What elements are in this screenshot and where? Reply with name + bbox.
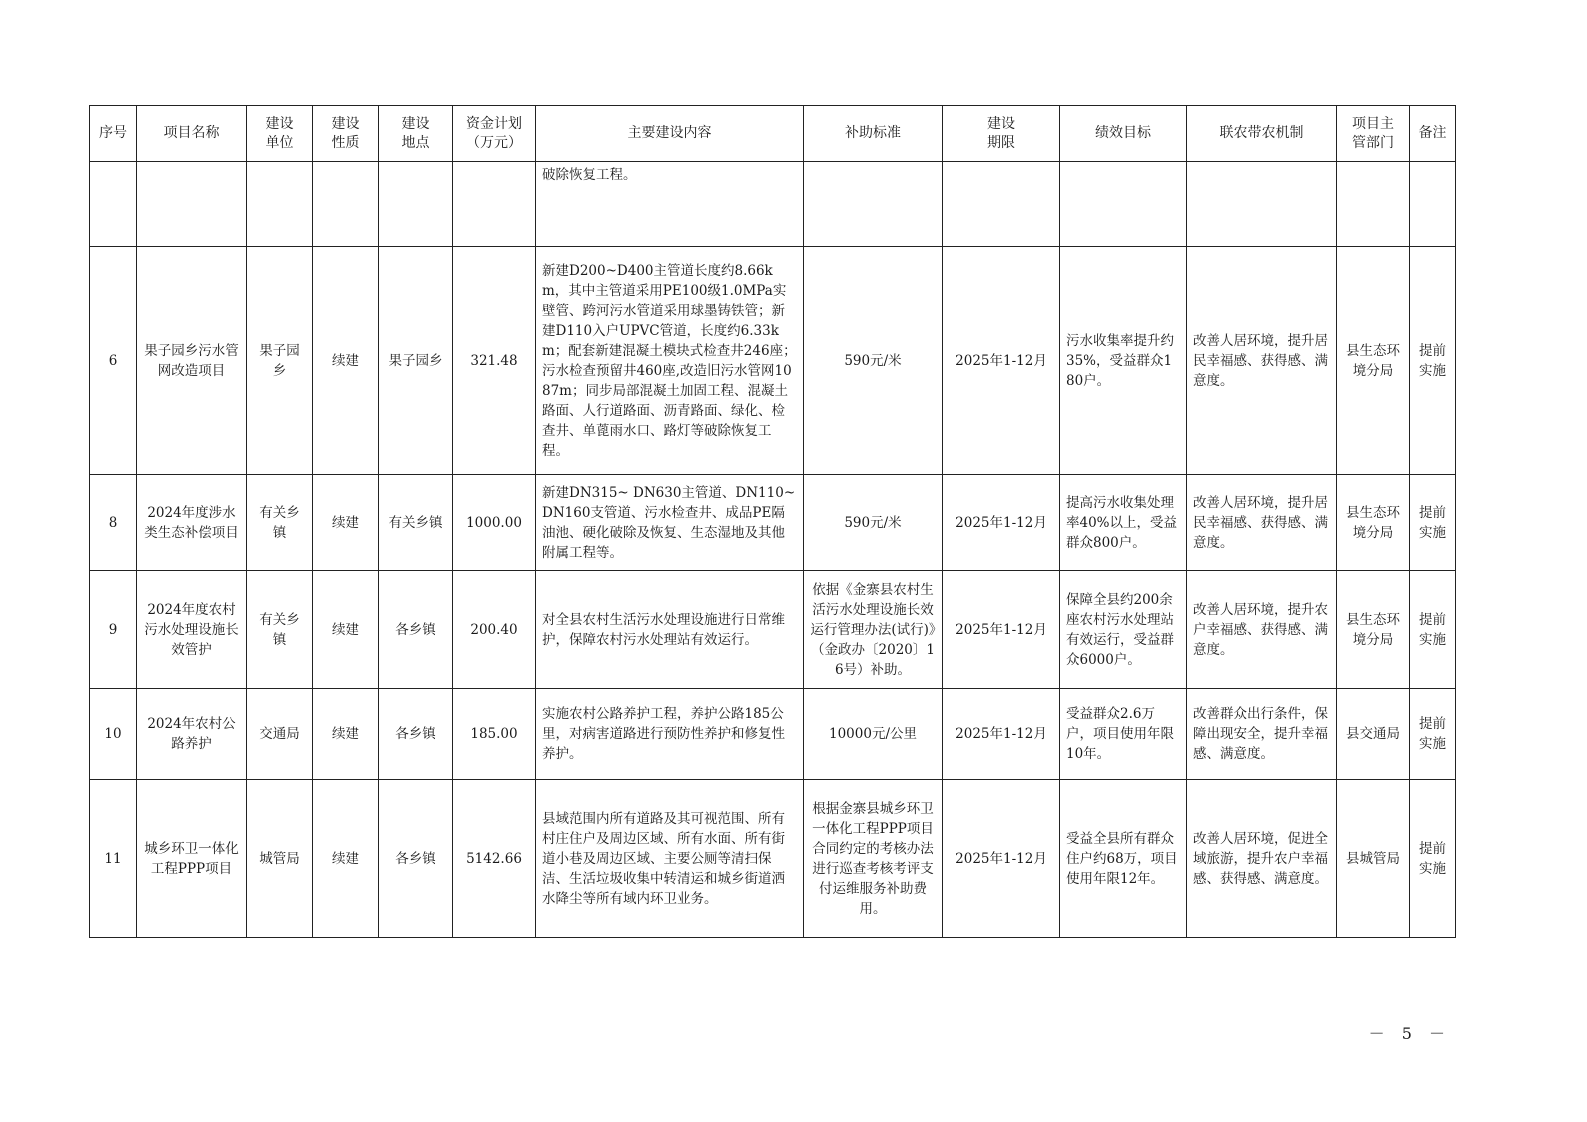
cell-mechanism: 改善人居环境，提升居民幸福感、获得感、满意度。 [1187, 475, 1337, 571]
project-table [89, 105, 1456, 938]
cell-name: 2024年度涉水类生态补偿项目 [137, 475, 247, 571]
header-name: 项目名称 [137, 106, 247, 162]
cell-nature: 续建 [313, 689, 379, 780]
header-period: 建设 期限 [943, 106, 1060, 162]
cell-name [137, 162, 247, 247]
cell-subsidy: 590元/米 [804, 475, 943, 571]
cell-period: 2025年1-12月 [943, 475, 1060, 571]
cell-performance: 保障全县约200余座农村污水处理站有效运行，受益群众6000户。 [1060, 571, 1187, 689]
header-content: 主要建设内容 [536, 106, 804, 162]
page-number: － 5 － [1368, 1024, 1451, 1043]
cell-performance [1060, 162, 1187, 247]
cell-unit: 果子园乡 [247, 247, 313, 475]
cell-seq [90, 162, 137, 247]
cell-period: 2025年1-12月 [943, 780, 1060, 938]
cell-unit: 交通局 [247, 689, 313, 780]
cell-seq: 8 [90, 475, 137, 571]
cell-seq: 9 [90, 571, 137, 689]
cell-unit [247, 162, 313, 247]
cell-name: 2024年农村公路养护 [137, 689, 247, 780]
cell-mechanism: 改善群众出行条件，保障出现安全，提升幸福感、满意度。 [1187, 689, 1337, 780]
cell-name: 城乡环卫一体化工程PPP项目 [137, 780, 247, 938]
cell-location: 各乡镇 [379, 571, 453, 689]
table-row [90, 571, 1456, 689]
cell-unit: 城管局 [247, 780, 313, 938]
cell-content: 县域范围内所有道路及其可视范围、所有村庄住户及周边区域、所有水面、所有街道小巷及周边区域、主要公厕等清扫保洁、生活垃圾收集中转清运和城乡街道洒水降尘等所有域内环卫业务。 [536, 780, 804, 938]
cell-name: 果子园乡污水管网改造项目 [137, 247, 247, 475]
cell-mechanism: 改善人居环境，提升农户幸福感、获得感、满意度。 [1187, 571, 1337, 689]
cell-nature: 续建 [313, 571, 379, 689]
cell-fund: 321.48 [453, 247, 536, 475]
cell-dept: 县交通局 [1337, 689, 1410, 780]
cell-content: 新建D200~D400主管道长度约8.66km，其中主管道采用PE100级1.0MPa实壁管、跨河污水管道采用球墨铸铁管；新建D110入户UPVC管道，长度约6.33km；配套新建混凝土模块式检查井246座；污水检查预留井460座,改造旧污水管网1087m；同步局部混凝土加固工程、混凝土路面、人行道路面、沥青路面、绿化、检查井、单蓖雨水口、路灯等破除恢复工程。 [536, 247, 804, 475]
header-fund: 资金计划 （万元） [453, 106, 536, 162]
header-performance: 绩效目标 [1060, 106, 1187, 162]
cell-performance: 提高污水收集处理率40%以上，受益群众800户。 [1060, 475, 1187, 571]
header-location: 建设 地点 [379, 106, 453, 162]
header-subsidy: 补助标准 [804, 106, 943, 162]
cell-remark: 提前实施 [1410, 247, 1456, 475]
cell-subsidy: 590元/米 [804, 247, 943, 475]
header-row [90, 106, 1456, 162]
cell-dept: 县生态环境分局 [1337, 475, 1410, 571]
table-row [90, 162, 1456, 247]
cell-unit: 有关乡镇 [247, 475, 313, 571]
header-unit: 建设 单位 [247, 106, 313, 162]
header-remark: 备注 [1410, 106, 1456, 162]
table-row [90, 475, 1456, 571]
cell-location: 有关乡镇 [379, 475, 453, 571]
cell-period [943, 162, 1060, 247]
cell-location: 各乡镇 [379, 780, 453, 938]
header-mechanism: 联农带农机制 [1187, 106, 1337, 162]
header-dept: 项目主 管部门 [1337, 106, 1410, 162]
cell-performance: 受益全县所有群众住户约68万，项目使用年限12年。 [1060, 780, 1187, 938]
cell-fund: 185.00 [453, 689, 536, 780]
cell-mechanism [1187, 162, 1337, 247]
cell-subsidy: 依据《金寨县农村生活污水处理设施长效运行管理办法(试行)》（金政办〔2020〕16号）补助。 [804, 571, 943, 689]
cell-seq: 10 [90, 689, 137, 780]
cell-location [379, 162, 453, 247]
cell-subsidy: 根据金寨县城乡环卫一体化工程PPP项目合同约定的考核办法进行巡查考核考评支付运维服务补助费用。 [804, 780, 943, 938]
cell-period: 2025年1-12月 [943, 571, 1060, 689]
cell-mechanism: 改善人居环境，提升居民幸福感、获得感、满意度。 [1187, 247, 1337, 475]
table-row [90, 247, 1456, 475]
cell-subsidy: 10000元/公里 [804, 689, 943, 780]
cell-nature [313, 162, 379, 247]
cell-fund [453, 162, 536, 247]
header-seq: 序号 [90, 106, 137, 162]
cell-seq: 11 [90, 780, 137, 938]
cell-performance: 受益群众2.6万户，项目使用年限10年。 [1060, 689, 1187, 780]
cell-seq: 6 [90, 247, 137, 475]
cell-subsidy [804, 162, 943, 247]
cell-remark: 提前实施 [1410, 689, 1456, 780]
cell-content: 实施农村公路养护工程，养护公路185公里，对病害道路进行预防性养护和修复性养护。 [536, 689, 804, 780]
cell-nature: 续建 [313, 780, 379, 938]
header-nature: 建设 性质 [313, 106, 379, 162]
cell-remark: 提前实施 [1410, 780, 1456, 938]
cell-location: 果子园乡 [379, 247, 453, 475]
cell-fund: 200.40 [453, 571, 536, 689]
cell-nature: 续建 [313, 247, 379, 475]
cell-remark [1410, 162, 1456, 247]
cell-remark: 提前实施 [1410, 475, 1456, 571]
cell-dept: 县生态环境分局 [1337, 571, 1410, 689]
table-row [90, 689, 1456, 780]
cell-unit: 有关乡镇 [247, 571, 313, 689]
cell-nature: 续建 [313, 475, 379, 571]
cell-content: 新建DN315~ DN630主管道、DN110~DN160支管道、污水检查井、成品PE隔油池、硬化破除及恢复、生态湿地及其他附属工程等。 [536, 475, 804, 571]
cell-content: 破除恢复工程。 [536, 162, 804, 247]
cell-period: 2025年1-12月 [943, 247, 1060, 475]
cell-fund: 1000.00 [453, 475, 536, 571]
cell-content: 对全县农村生活污水处理设施进行日常维护，保障农村污水处理站有效运行。 [536, 571, 804, 689]
cell-mechanism: 改善人居环境，促进全域旅游，提升农户幸福感、获得感、满意度。 [1187, 780, 1337, 938]
table-row [90, 780, 1456, 938]
cell-location: 各乡镇 [379, 689, 453, 780]
cell-dept: 县城管局 [1337, 780, 1410, 938]
cell-dept [1337, 162, 1410, 247]
cell-name: 2024年度农村污水处理设施长效管护 [137, 571, 247, 689]
cell-dept: 县生态环境分局 [1337, 247, 1410, 475]
cell-fund: 5142.66 [453, 780, 536, 938]
cell-period: 2025年1-12月 [943, 689, 1060, 780]
cell-remark: 提前实施 [1410, 571, 1456, 689]
cell-performance: 污水收集率提升约35%，受益群众180户。 [1060, 247, 1187, 475]
